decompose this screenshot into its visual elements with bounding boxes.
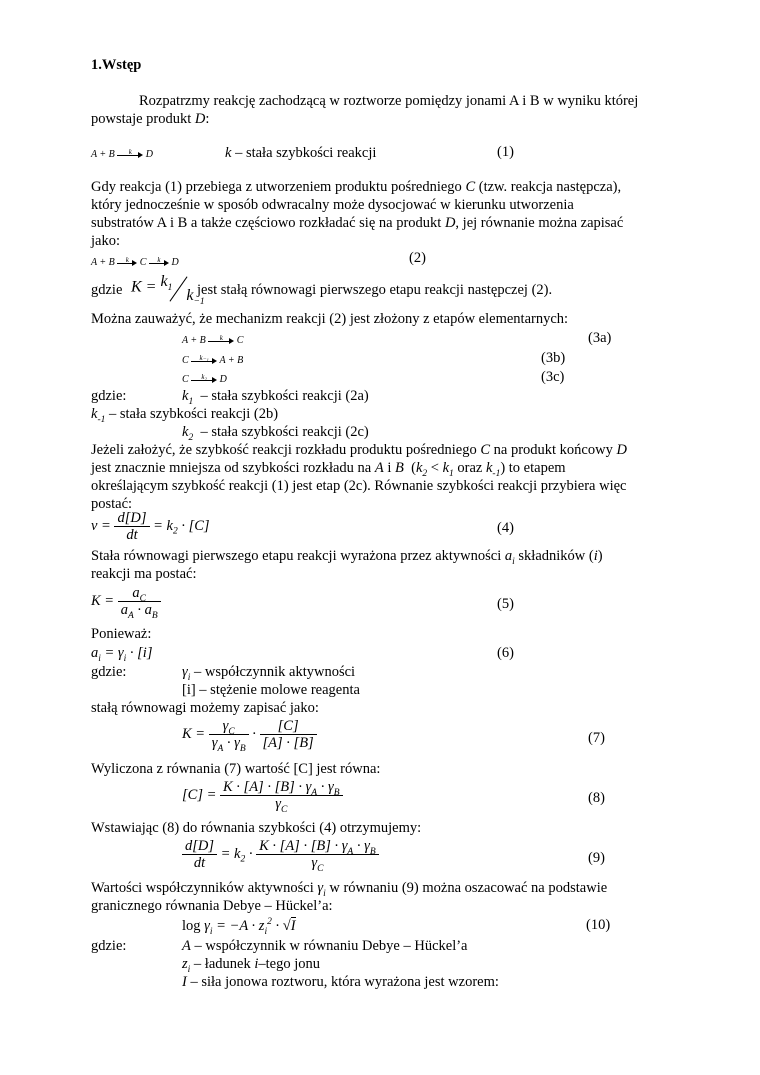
definition-z: $z_i$ – ładunek i–tego jonu — [182, 956, 320, 975]
paragraph-line: postać: — [91, 496, 133, 512]
paragraph-line: granicznego równania Debye – Hückel’a: — [91, 898, 333, 914]
gdzie-label: gdzie: — [91, 388, 127, 404]
definition-k1: $k_1$ – stała szybkości reakcji (2a) — [182, 388, 369, 407]
paragraph-line: Ponieważ: — [91, 626, 152, 642]
definition-gamma: $\gamma_i$ – współczynnik aktywności — [182, 664, 356, 683]
definition-I: I – siła jonowa roztworu, która wyrażona jest wzorem: — [182, 974, 499, 990]
paragraph-intro-line: powstaje produkt D: — [91, 111, 210, 127]
equation-10-formula: $\log \gamma_i = -A \cdot z_i^2 \cdot √I$ — [182, 917, 296, 937]
paragraph-line: Jeżeli założyć, że szybkość reakcji rozkładu produktu pośredniego C na produkt końcowy D — [91, 442, 627, 458]
paragraph-line: określającym szybkość reakcji (1) jest etap (2c). Równanie szybkości reakcji przybiera więc — [91, 478, 627, 494]
equation-number: (10) — [586, 917, 611, 933]
equation-1-reaction: A + B k D — [91, 147, 154, 160]
paragraph-line: Wartości współczynników aktywności $\gamma_i$ w równaniu (9) można oszacować na podstawie — [91, 880, 608, 899]
paragraph-line: jako: — [91, 233, 120, 249]
paragraph-line: jest znacznie mniejsza od szybkości rozkładu na A i B ($k_2 < k_1$ oraz $k_{-1}$) to etapem — [91, 460, 566, 479]
equation-number: (3c) — [541, 369, 565, 385]
equilibrium-constant-desc: jest stałą równowagi pierwszego etapu reakcji następczej (2). — [197, 282, 553, 298]
equation-8-formula: [C] = $\frac{K \cdot [A] \cdot [B] \cdot \gamma_A \cdot \gamma_B}{\gamma_C}$ — [182, 779, 343, 812]
paragraph-intro-line: Rozpatrzmy reakcję zachodzącą w roztworze pomiędzy jonami A i B w wyniku której — [139, 93, 639, 109]
paragraph-line: reakcji ma postać: — [91, 566, 197, 582]
equation-number: (1) — [497, 144, 514, 160]
equation-number: (9) — [588, 850, 605, 866]
equation-3a-reaction: A + B k C — [182, 333, 244, 346]
definition-k-1: $k_{-1}$ – stała szybkości reakcji (2b) — [91, 406, 279, 425]
definition-k2: $k_2$ – stała szybkości reakcji (2c) — [182, 424, 369, 443]
paragraph-line: Można zauważyć, że mechanizm reakcji (2) jest złożony z etapów elementarnych: — [91, 311, 569, 327]
equation-2-reaction: A + B k C k D — [91, 255, 179, 268]
equation-3b-reaction: C k₋₁ A + B — [182, 353, 244, 366]
paragraph-line: Gdy reakcja (1) przebiega z utworzeniem produktu pośredniego C (tzw. reakcja następcza), — [91, 179, 622, 195]
equation-number: (3a) — [588, 330, 612, 346]
definition-concentration: [i] – stężenie molowe reagenta — [182, 682, 360, 698]
paragraph-line: Wstawiając (8) do równania szybkości (4) otrzymujemy: — [91, 820, 422, 836]
equation-number: (3b) — [541, 350, 566, 366]
equation-4-formula: v = $\frac{d[D]}{dt}$ = $k_2 \cdot [C]$ — [91, 510, 210, 543]
equation-number: (4) — [497, 520, 514, 536]
paragraph-line: który jednocześnie w sposób odwracalny może dysocjować w kierunku utworzenia — [91, 197, 574, 213]
gdzie-label: gdzie — [91, 282, 123, 298]
equation-number: (5) — [497, 596, 514, 612]
paragraph-line: Wyliczona z równania (7) wartość [C] jest równa: — [91, 761, 381, 777]
paragraph-line: Stała równowagi pierwszego etapu reakcji wyrażona przez aktywności $a_i$ składników (i) — [91, 548, 603, 567]
equation-7-formula: K = $\frac{\gamma_C}{\gamma_A \cdot \gamma_B}$ · $\frac{[C]}{[A] \cdot [B]}$ — [182, 718, 317, 751]
equation-number: (8) — [588, 790, 605, 806]
equation-number: (7) — [588, 730, 605, 746]
equation-number: (2) — [409, 250, 426, 266]
equation-3c-reaction: C k₂ D — [182, 372, 227, 385]
equation-9-formula: $\frac{d[D]}{dt}$ = $k_2$ · $\frac{K \cdot [A] \cdot [B] \cdot \gamma_A \cdot \gamma_B}{\gamma_C}$ — [182, 838, 379, 871]
equation-number: (6) — [497, 645, 514, 661]
equilibrium-constant-formula: $K = k_1$ $k_{-1}$ — [131, 272, 205, 307]
equation-1-description: k – stała szybkości reakcji — [225, 145, 377, 161]
gdzie-label: gdzie: — [91, 938, 127, 954]
section-heading: 1.Wstęp — [91, 57, 142, 73]
equation-6-formula: $a_i = \gamma_i \cdot [i]$ — [91, 645, 153, 664]
gdzie-label: gdzie: — [91, 664, 127, 680]
definition-A: A – współczynnik w równaniu Debye – Hückel’a — [182, 938, 468, 954]
paragraph-line: stałą równowagi możemy zapisać jako: — [91, 700, 319, 716]
paragraph-line: substratów A i B a także częściowo rozkładać się na produkt D, jej równanie można zapisać — [91, 215, 624, 231]
equation-5-formula: K = $\frac{a_C}{a_A \cdot a_B}$ — [91, 585, 161, 618]
